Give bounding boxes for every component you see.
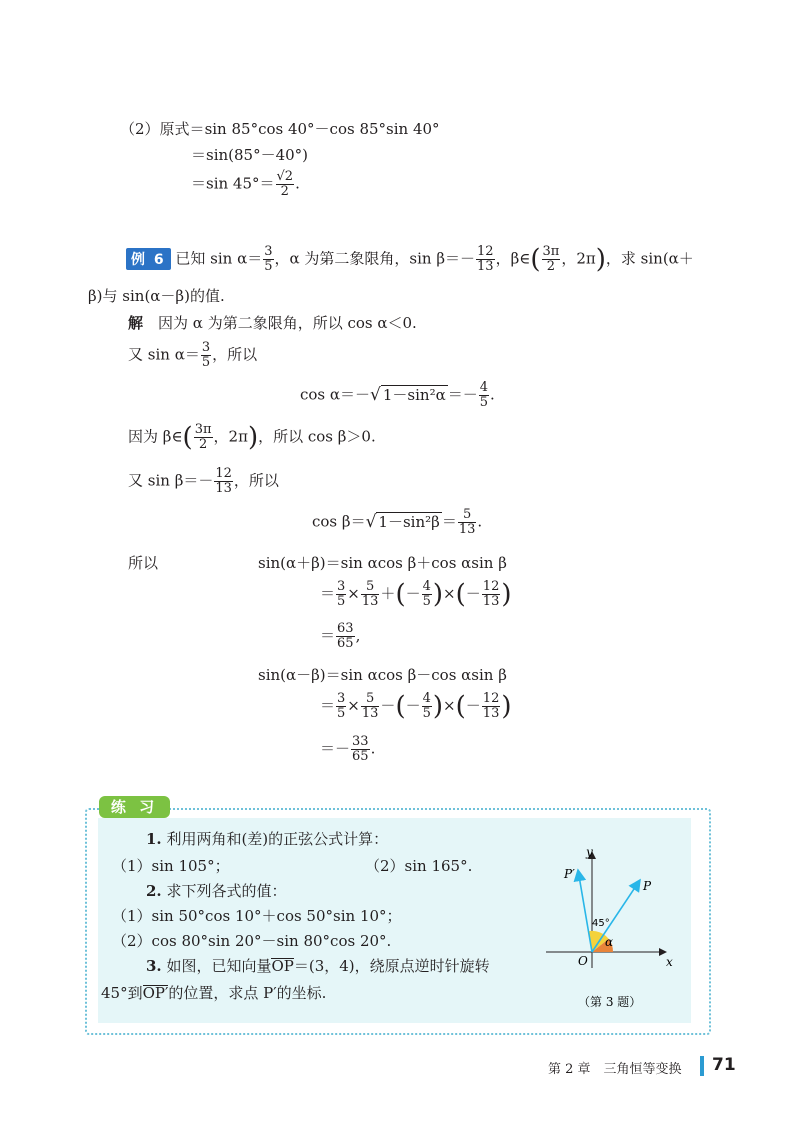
footer-chapter: 第 2 章 三角恒等变换 [548,1062,682,1077]
alpha-label: α [605,935,614,949]
solution-line2: 又 sin α＝ $\frac{3}{5}$ ，所以 [128,340,258,370]
solution-line1: 解 因为 α 为第二象限角，所以 cos α＜0. [128,314,417,332]
diff-line3: ＝－ $\frac{33}{65}$ . [320,734,376,764]
part2-label: （2） [120,120,160,138]
fraction: $\frac{3\pi}{2}$ [542,244,560,274]
sqrt: √ 1－sin²β [365,511,440,532]
exercise-q1a: （1）sin 105°； [112,857,230,875]
rotation-figure [538,840,688,1020]
p-label: P [643,879,652,893]
solution-line5: 又 sin β＝－ $\frac{12}{13}$ ，所以 [128,466,279,496]
fraction: $\frac{12}{13}$ [477,244,494,274]
sum-line1: sin(α＋β)＝sin αcos β＋cos αsin β [258,554,507,572]
example-line2: β)与 sin(α－β)的值. [88,287,225,305]
part2-line3: ＝sin 45°＝ $\frac{√2}{2}$ . [191,169,300,199]
diff-line2: ＝ $\frac{3}{5}$ × $\frac{5}{13}$ －(－ $\frac{4}{5}$ )×(－ $\frac{12}{13}$ ) [320,691,512,722]
x-label: x [666,955,673,969]
footer-bar [700,1056,704,1076]
fraction: $\frac{3}{5}$ [201,340,211,370]
sum-line2: ＝ $\frac{3}{5}$ × $\frac{5}{13}$ ＋(－ $\frac{4}{5}$ )×(－ $\frac{12}{13}$ ) [320,579,512,610]
fraction: $\frac{√2}{2}$ [276,169,294,199]
vector-op-prime: OP′ [142,984,169,1002]
angle-45-label: 45° [592,918,610,929]
origin-label: O [578,954,588,968]
cos-beta-eq: cos β＝√ 1－sin²β ＝ $\frac{5}{13}$ . [312,507,483,537]
vector-op: OP [271,957,294,975]
vector-op [592,880,640,952]
exercise-q2b: （2）cos 80°sin 20°－sin 80°cos 20°. [112,932,392,950]
p-prime-label: P′ [564,867,575,881]
sum-line3: ＝ $\frac{63}{65}$ , [320,621,361,651]
fraction: $\frac{5}{13}$ [458,507,476,537]
exercise-q2: 2. 求下列各式的值： [146,882,287,900]
figure-caption: （第 3 题） [578,995,642,1009]
diff-line1: sin(α－β)＝sin αcos β－cos αsin β [258,666,507,684]
part2-line2: ＝sin(85°－40°) [191,146,309,164]
exercise-tab: 练 习 [99,796,170,818]
cos-alpha-eq: cos α＝－√ 1－sin²α ＝－ $\frac{4}{5}$ . [300,380,495,410]
fraction: $\frac{4}{5}$ [479,380,489,410]
fraction: $\frac{3}{5}$ [264,244,273,274]
exercise-q2a: （1）sin 50°cos 10°＋cos 50°sin 10°； [112,907,402,925]
so-label: 所以 [128,554,159,572]
exercise-q3-cont: 45°到OP′的位置，求点 P′的坐标. [101,984,327,1002]
y-label: y [586,845,593,859]
fraction: $\frac{12}{13}$ [215,466,232,496]
exercise-q3: 3. 如图，已知向量OP＝(3，4)，绕原点逆时针旋转 [146,957,490,975]
fraction: $\frac{3\pi}{2}$ [194,422,212,452]
part2-line1: （2）原式＝sin 85°cos 40°－cos 85°sin 40° [120,120,440,138]
vector-op-prime [578,870,592,952]
example-badge: 例 6 [126,248,171,270]
example-line1: 例 6 已知 sin α＝ $\frac{3}{5}$ ，α 为第二象限角，sin β＝－ $\frac{12}{13}$ ，β∈( $\frac{3\pi}{2}$ ，2π)，求 sin(α＋ [126,245,694,274]
page-number: 71 [712,1055,736,1075]
exercise-q1: 1. 利用两角和(差)的正弦公式计算： [146,830,389,848]
solution-label: 解 [128,314,144,332]
sqrt: √ 1－sin²α [370,384,446,405]
exercise-q1b: （2）sin 165°. [365,857,473,875]
solution-line4: 因为 β∈( $\frac{3\pi}{2}$ ，2π)，所以 cos β＞0. [128,422,376,453]
